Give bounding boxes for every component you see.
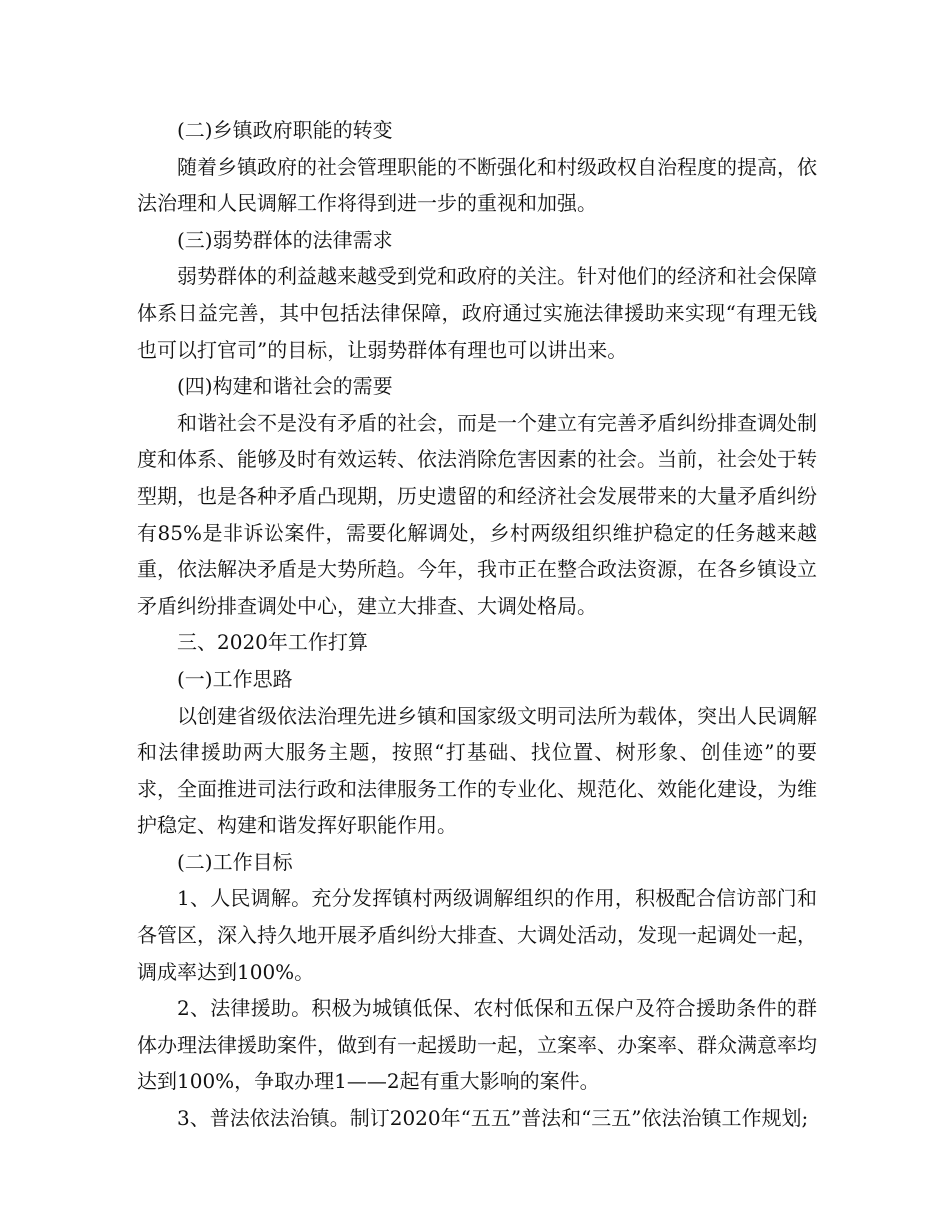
paragraph-work-approach: 以创建省级依法治理先进乡镇和国家级文明司法所为载体，突出人民调解和法律援助两大服务主题，按照“打基础、找位置、树形象、创佳迹”的要求，全面推进司法行政和法律服务工作的专业化、规范化、效能化建设，为维护稳定、构建和谐发挥好职能作用。 <box>137 703 817 838</box>
section-heading-work-goals: (二)工作目标 <box>177 849 293 874</box>
paragraph-vulnerable-groups: 弱势群体的利益越来越受到党和政府的关注。针对他们的经济和社会保障体系日益完善，其中包括法律保障，政府通过实施法律援助来实现“有理无钱也可以打官司”的目标，让弱势群体有理也可以讲出来。 <box>137 264 817 362</box>
paragraph-goal-legal-aid: 2、法律援助。积极为城镇低保、农村低保和五保户及符合援助条件的群体办理法律援助案件，做到有一起援助一起，立案率、办案率、群众满意率均达到100%，争取办理1——2起有重大影响的案件。 <box>137 996 817 1094</box>
paragraph-harmonious-society: 和谐社会不是没有矛盾的社会，而是一个建立有完善矛盾纠纷排查调处制度和体系、能够及时有效运转、依法消除危害因素的社会。当前，社会处于转型期，也是各种矛盾凸现期，历史遗留的和经济社会发展带来的大量矛盾纠纷有85%是非诉讼案件，需要化解调处，乡村两级组织维护稳定的任务越来越重，依法解决矛盾是大势所趋。今年，我市正在整合政法资源，在各乡镇设立矛盾纠纷排查调处中心，建立大排查、大调处格局。 <box>137 410 817 618</box>
section-heading-township-function: (二)乡镇政府职能的转变 <box>177 118 393 142</box>
paragraph-township-function: 随着乡镇政府的社会管理职能的不断强化和村级政权自治程度的提高，依法治理和人民调解工作将得到进一步的重视和加强。 <box>137 154 817 216</box>
document-body <box>137 112 817 1137</box>
section-heading-harmonious-society: (四)构建和谐社会的需要 <box>177 374 393 399</box>
section-heading-vulnerable-groups: (三)弱势群体的法律需求 <box>177 227 393 252</box>
section-heading-2020-plan: 三、2020年工作打算 <box>177 630 368 655</box>
section-heading-work-approach: (一)工作思路 <box>177 666 293 691</box>
paragraph-goal-law-popularization: 3、普法依法治镇。制订2020年“五五”普法和“三五”依法治镇工作规划; <box>177 1106 809 1131</box>
paragraph-goal-mediation: 1、人民调解。充分发挥镇村两级调解组织的作用，积极配合信访部门和各管区，深入持久地开展矛盾纠纷大排查、大调处活动，发现一起调处一起，调成率达到100%。 <box>137 886 817 984</box>
